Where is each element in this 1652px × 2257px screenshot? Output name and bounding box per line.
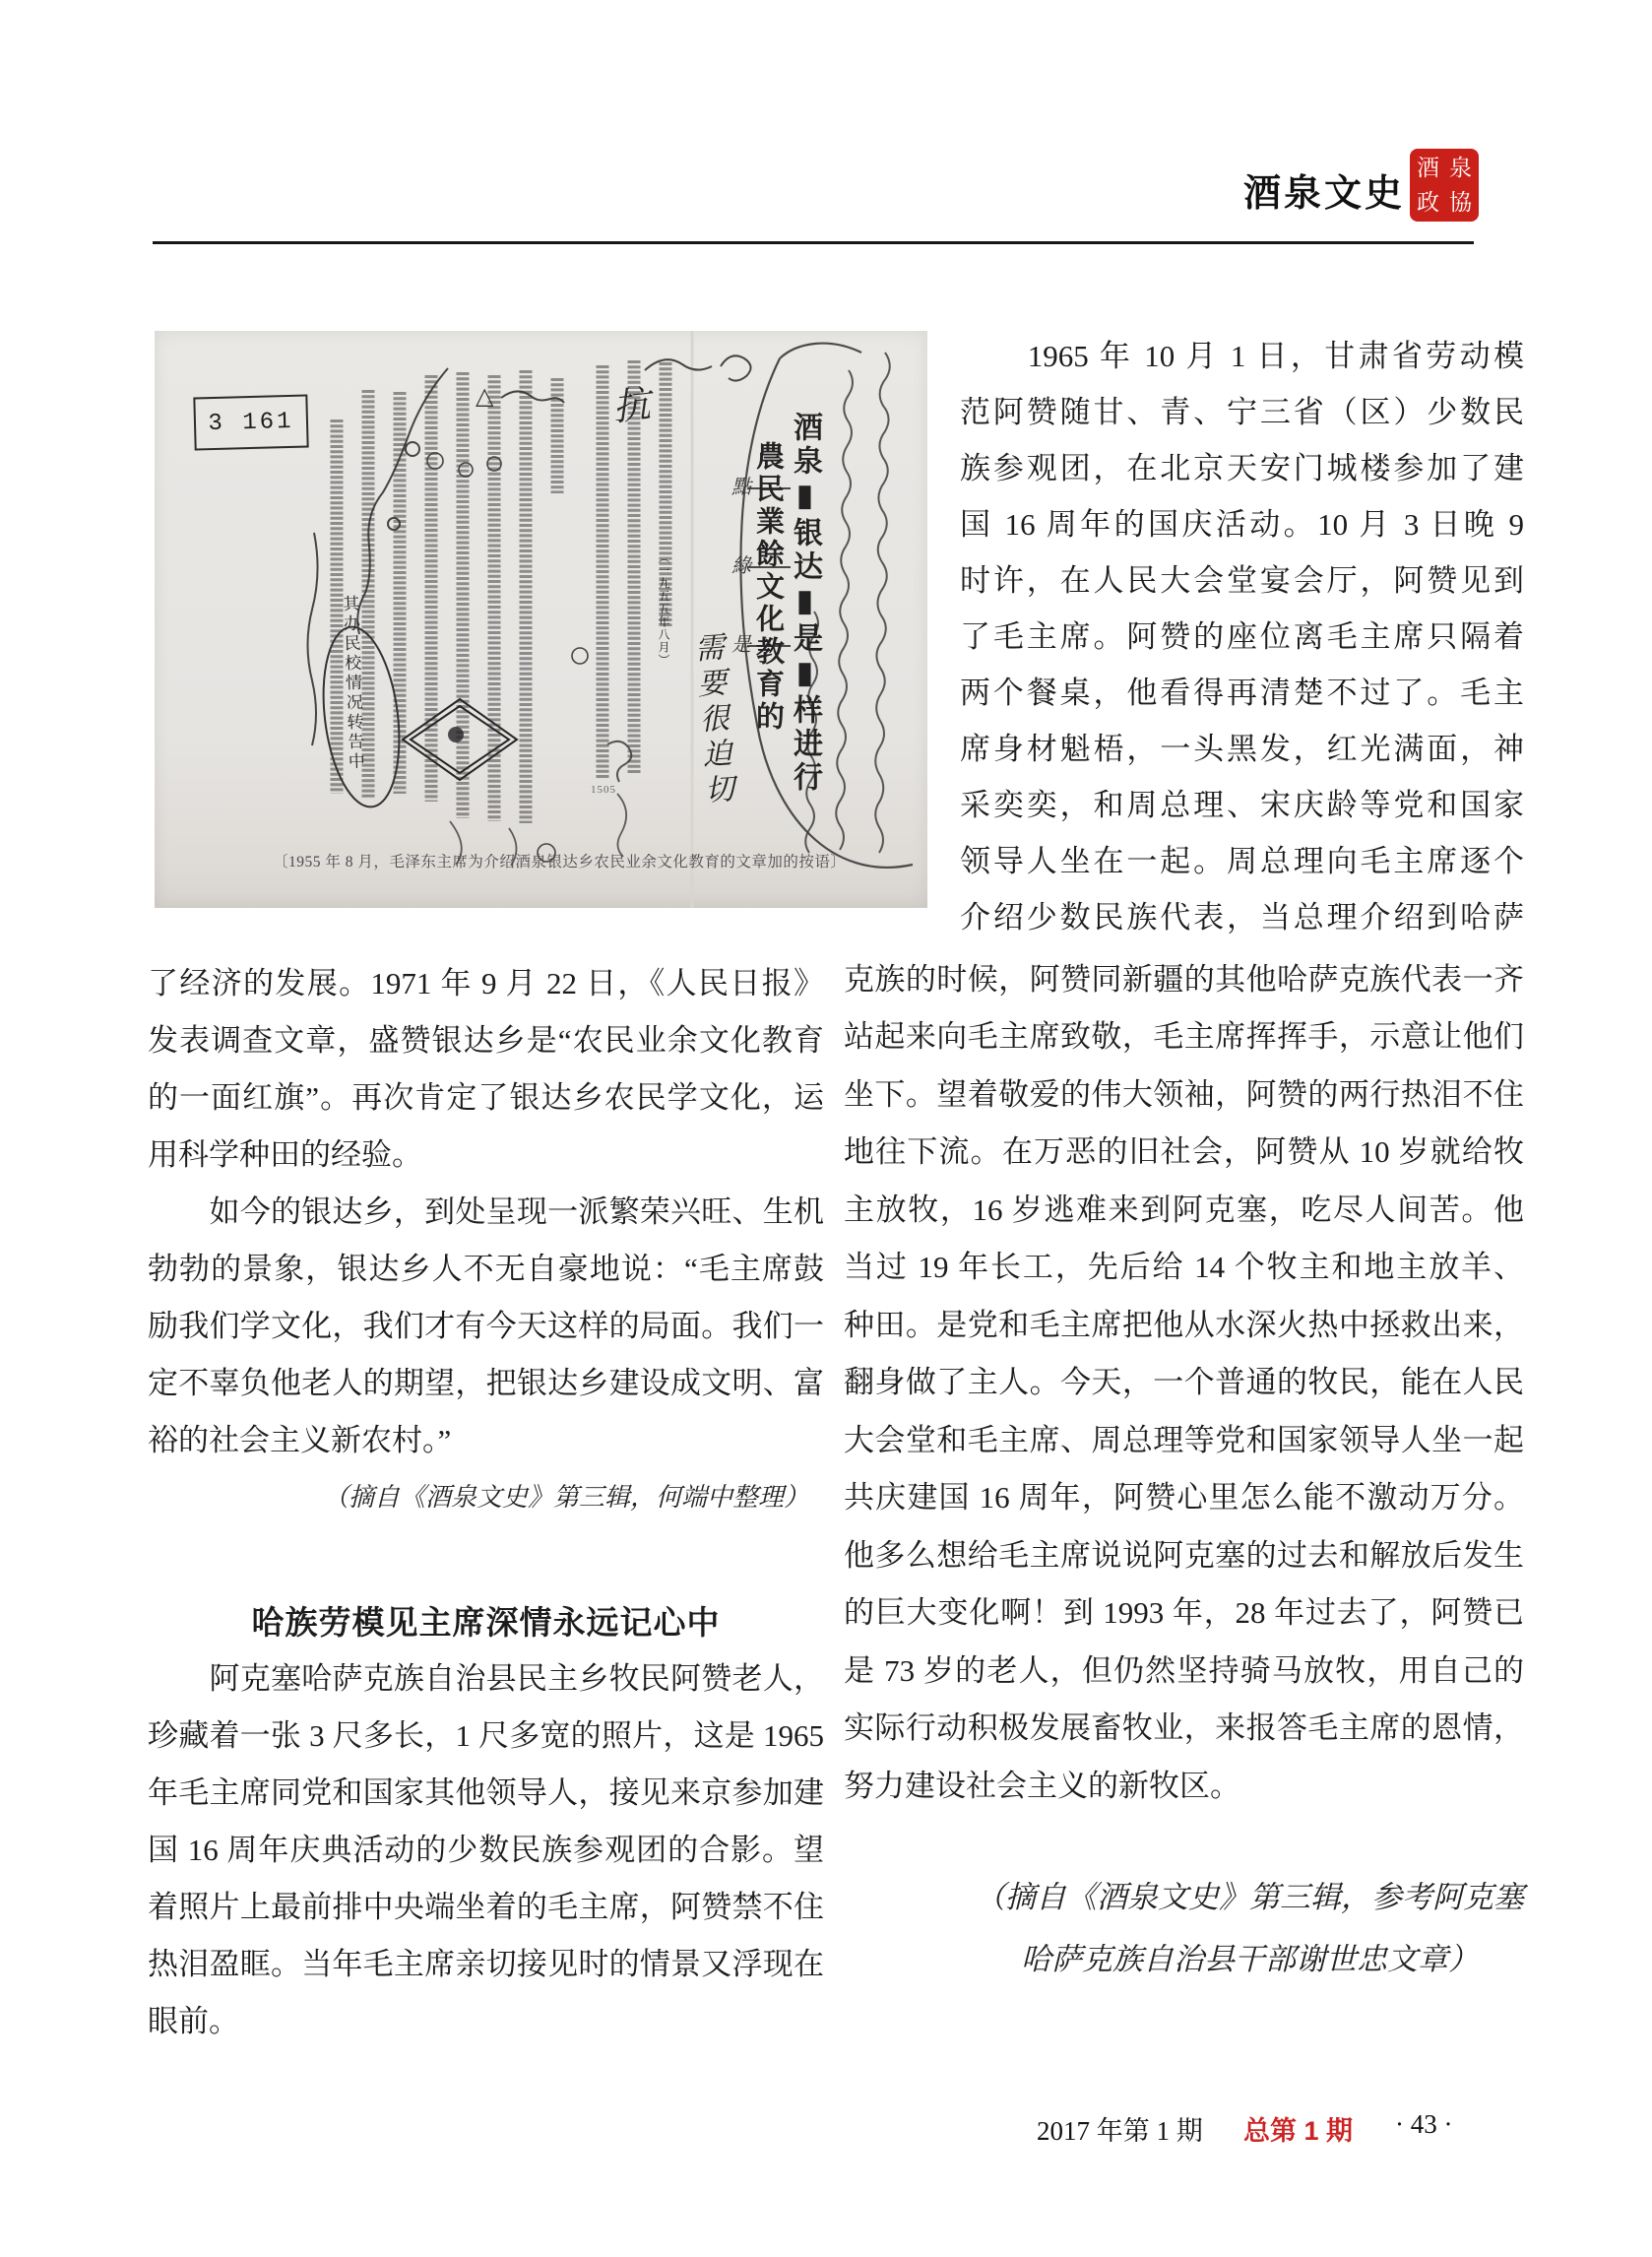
seal-char: 泉 (1449, 156, 1472, 180)
text-line: 站起来向毛主席致敬，毛主席挥挥手，示意让他们 (844, 1019, 1524, 1054)
header-divider (153, 241, 1474, 244)
text-line: 范阿赞随甘、青、宁三省（区）少数民 (960, 395, 1524, 429)
text-line: 时许，在人民大会堂宴会厅，阿赞见到 (960, 563, 1524, 598)
text-line: 着照片上最前排中央端坐着的毛主席，阿赞禁不住 (148, 1890, 824, 1924)
handwritten-left-note: 其办民校情况转告中 (339, 594, 365, 773)
seal-char: 酒 (1417, 156, 1439, 180)
scanned-manuscript-figure (155, 331, 927, 908)
text-line: （摘自《酒泉文史》第三辑，参考阿克塞 (975, 1880, 1524, 1914)
triangle-mark: △ (476, 384, 494, 410)
text-line: 他多么想给毛主席说说阿克塞的过去和解放后发生 (844, 1538, 1524, 1573)
edit-mark: 綠 (731, 555, 751, 577)
text-line: 国 16 周年庆典活动的少数民族参观团的合影。望 (148, 1833, 824, 1867)
text-line: 族参观团，在北京天安门城楼参加了建 (960, 451, 1524, 485)
text-line: 采奕奕，和周总理、宋庆龄等党和国家 (960, 788, 1524, 822)
text-line: 定不辜负他老人的期望，把银达乡建设成文明、富 (148, 1366, 824, 1400)
text-line: 阿克塞哈萨克族自治县民主乡牧民阿赞老人， (148, 1661, 824, 1696)
handwritten-character: 抗 (610, 384, 653, 429)
text-line: 翻身做了主人。今天，一个普通的牧民，能在人民 (844, 1365, 1524, 1399)
footer-issue: 2017 年第 1 期 (1037, 2116, 1203, 2146)
clipping-date-note: （一九五五年八月） (657, 551, 670, 667)
seal-char: 協 (1449, 190, 1472, 215)
text-line: 了毛主席。阿赞的座位离毛主席只隔着 (960, 619, 1524, 654)
text-line: 眼前。 (148, 2004, 239, 2038)
text-line: 领导人坐在一起。周总理向毛主席逐个 (960, 844, 1524, 878)
text-line: 用科学种田的经验。 (148, 1137, 422, 1172)
proof-circles (427, 453, 588, 862)
text-line: 坐下。望着敬爱的伟大领袖，阿赞的两行热泪不住 (844, 1077, 1524, 1112)
footer-volume: 总第 1 期 (1243, 2116, 1354, 2146)
text-line: 裕的社会主义新农村。” (148, 1423, 452, 1457)
text-line: 励我们学文化，我们才有今天这样的局面。我们一 (148, 1309, 824, 1343)
text-line: 发表调查文章，盛赞银达乡是“农民业余文化教育 (148, 1023, 824, 1058)
text-line: 地往下流。在万恶的旧社会，阿赞从 10 岁就给牧 (844, 1134, 1524, 1169)
text-line: 热泪盈眶。当年毛主席亲切接见时的情景又浮现在 (148, 1947, 824, 1981)
clipping-title-column-2: 農民業餘文化教育的 (752, 441, 784, 734)
text-line: 共庆建国 16 周年，阿赞心里怎么能不激动万分。 (844, 1480, 1524, 1515)
figure-caption: 〔1955 年 8 月，毛泽东主席为介绍酒泉银达乡农民业余文化教育的文章加的按语〕 (273, 854, 847, 871)
text-line: （摘自《酒泉文史》第三辑，何端中整理） (322, 1483, 809, 1512)
footer-page-number: · 43 · (1395, 2109, 1453, 2139)
publisher-seal (1410, 149, 1479, 222)
text-line: 种田。是党和毛主席把他从水深火热中拯救出来， (844, 1308, 1524, 1342)
masthead-title: 酒泉文史 (1243, 173, 1406, 215)
text-line: 当过 19 年长工，先后给 14 个牧主和地主放羊、 (844, 1250, 1524, 1284)
text-line: 1965 年 10 月 1 日，甘肃省劳动模 (960, 339, 1524, 373)
text-line: 克族的时候，阿赞同新疆的其他哈萨克族代表一齐 (844, 962, 1524, 997)
text-line: 主放牧，16 岁逃难来到阿克塞，吃尽人间苦。他 (844, 1193, 1524, 1227)
text-line: 两个餐桌，他看得再清楚不过了。毛主 (960, 676, 1524, 710)
text-line: 年毛主席同党和国家其他领导人，接见来京参加建 (148, 1775, 824, 1810)
text-line: 如今的银达乡，到处呈现一派繁荣兴旺、生机 (148, 1194, 824, 1229)
handwritten-urgent-note: 需要很迫切 (688, 631, 734, 810)
text-line: 席身材魁梧，一头黑发，红光满面，神 (960, 732, 1524, 766)
section-heading: 哈族劳模见主席深情永远记心中 (251, 1604, 721, 1641)
text-line: 的一面红旗”。再次肯定了银达乡农民学文化，运 (148, 1080, 824, 1115)
text-line: 珍藏着一张 3 尺多长，1 尺多宽的照片，这是 1965 (148, 1718, 824, 1753)
text-line: 实际行动积极发展畜牧业，来报答毛主席的恩情， (844, 1710, 1524, 1745)
text-line: 了经济的发展。1971 年 9 月 22 日，《人民日报》 (148, 966, 824, 1000)
text-line: 勃勃的景象，银达乡人不无自豪地说：“毛主席鼓 (148, 1252, 824, 1286)
text-line: 国 16 周年的国庆活动。10 月 3 日晚 9 (960, 507, 1524, 542)
text-line: 大会堂和毛主席、周总理等党和国家领导人坐一起 (844, 1423, 1524, 1457)
clipping-page-number: 1505 (591, 784, 616, 796)
text-line: 哈萨克族自治县干部谢世忠文章） (1021, 1942, 1479, 1976)
seal-char: 政 (1417, 190, 1439, 215)
edit-mark: 點 (731, 477, 751, 498)
clipping-title-column-1: 酒泉▮银达▮是▮样进行 (789, 412, 821, 795)
text-line: 努力建设社会主义的新牧区。 (844, 1769, 1240, 1803)
edit-mark: 是 (731, 634, 751, 656)
text-line: 的巨大变化啊！到 1993 年，28 年过去了，阿赞已 (844, 1595, 1524, 1630)
archive-stamp: 3 161 (193, 394, 308, 450)
text-line: 是 73 岁的老人，但仍然坚持骑马放牧，用自己的 (844, 1653, 1524, 1688)
text-line: 介绍少数民族代表，当总理介绍到哈萨 (960, 900, 1524, 935)
